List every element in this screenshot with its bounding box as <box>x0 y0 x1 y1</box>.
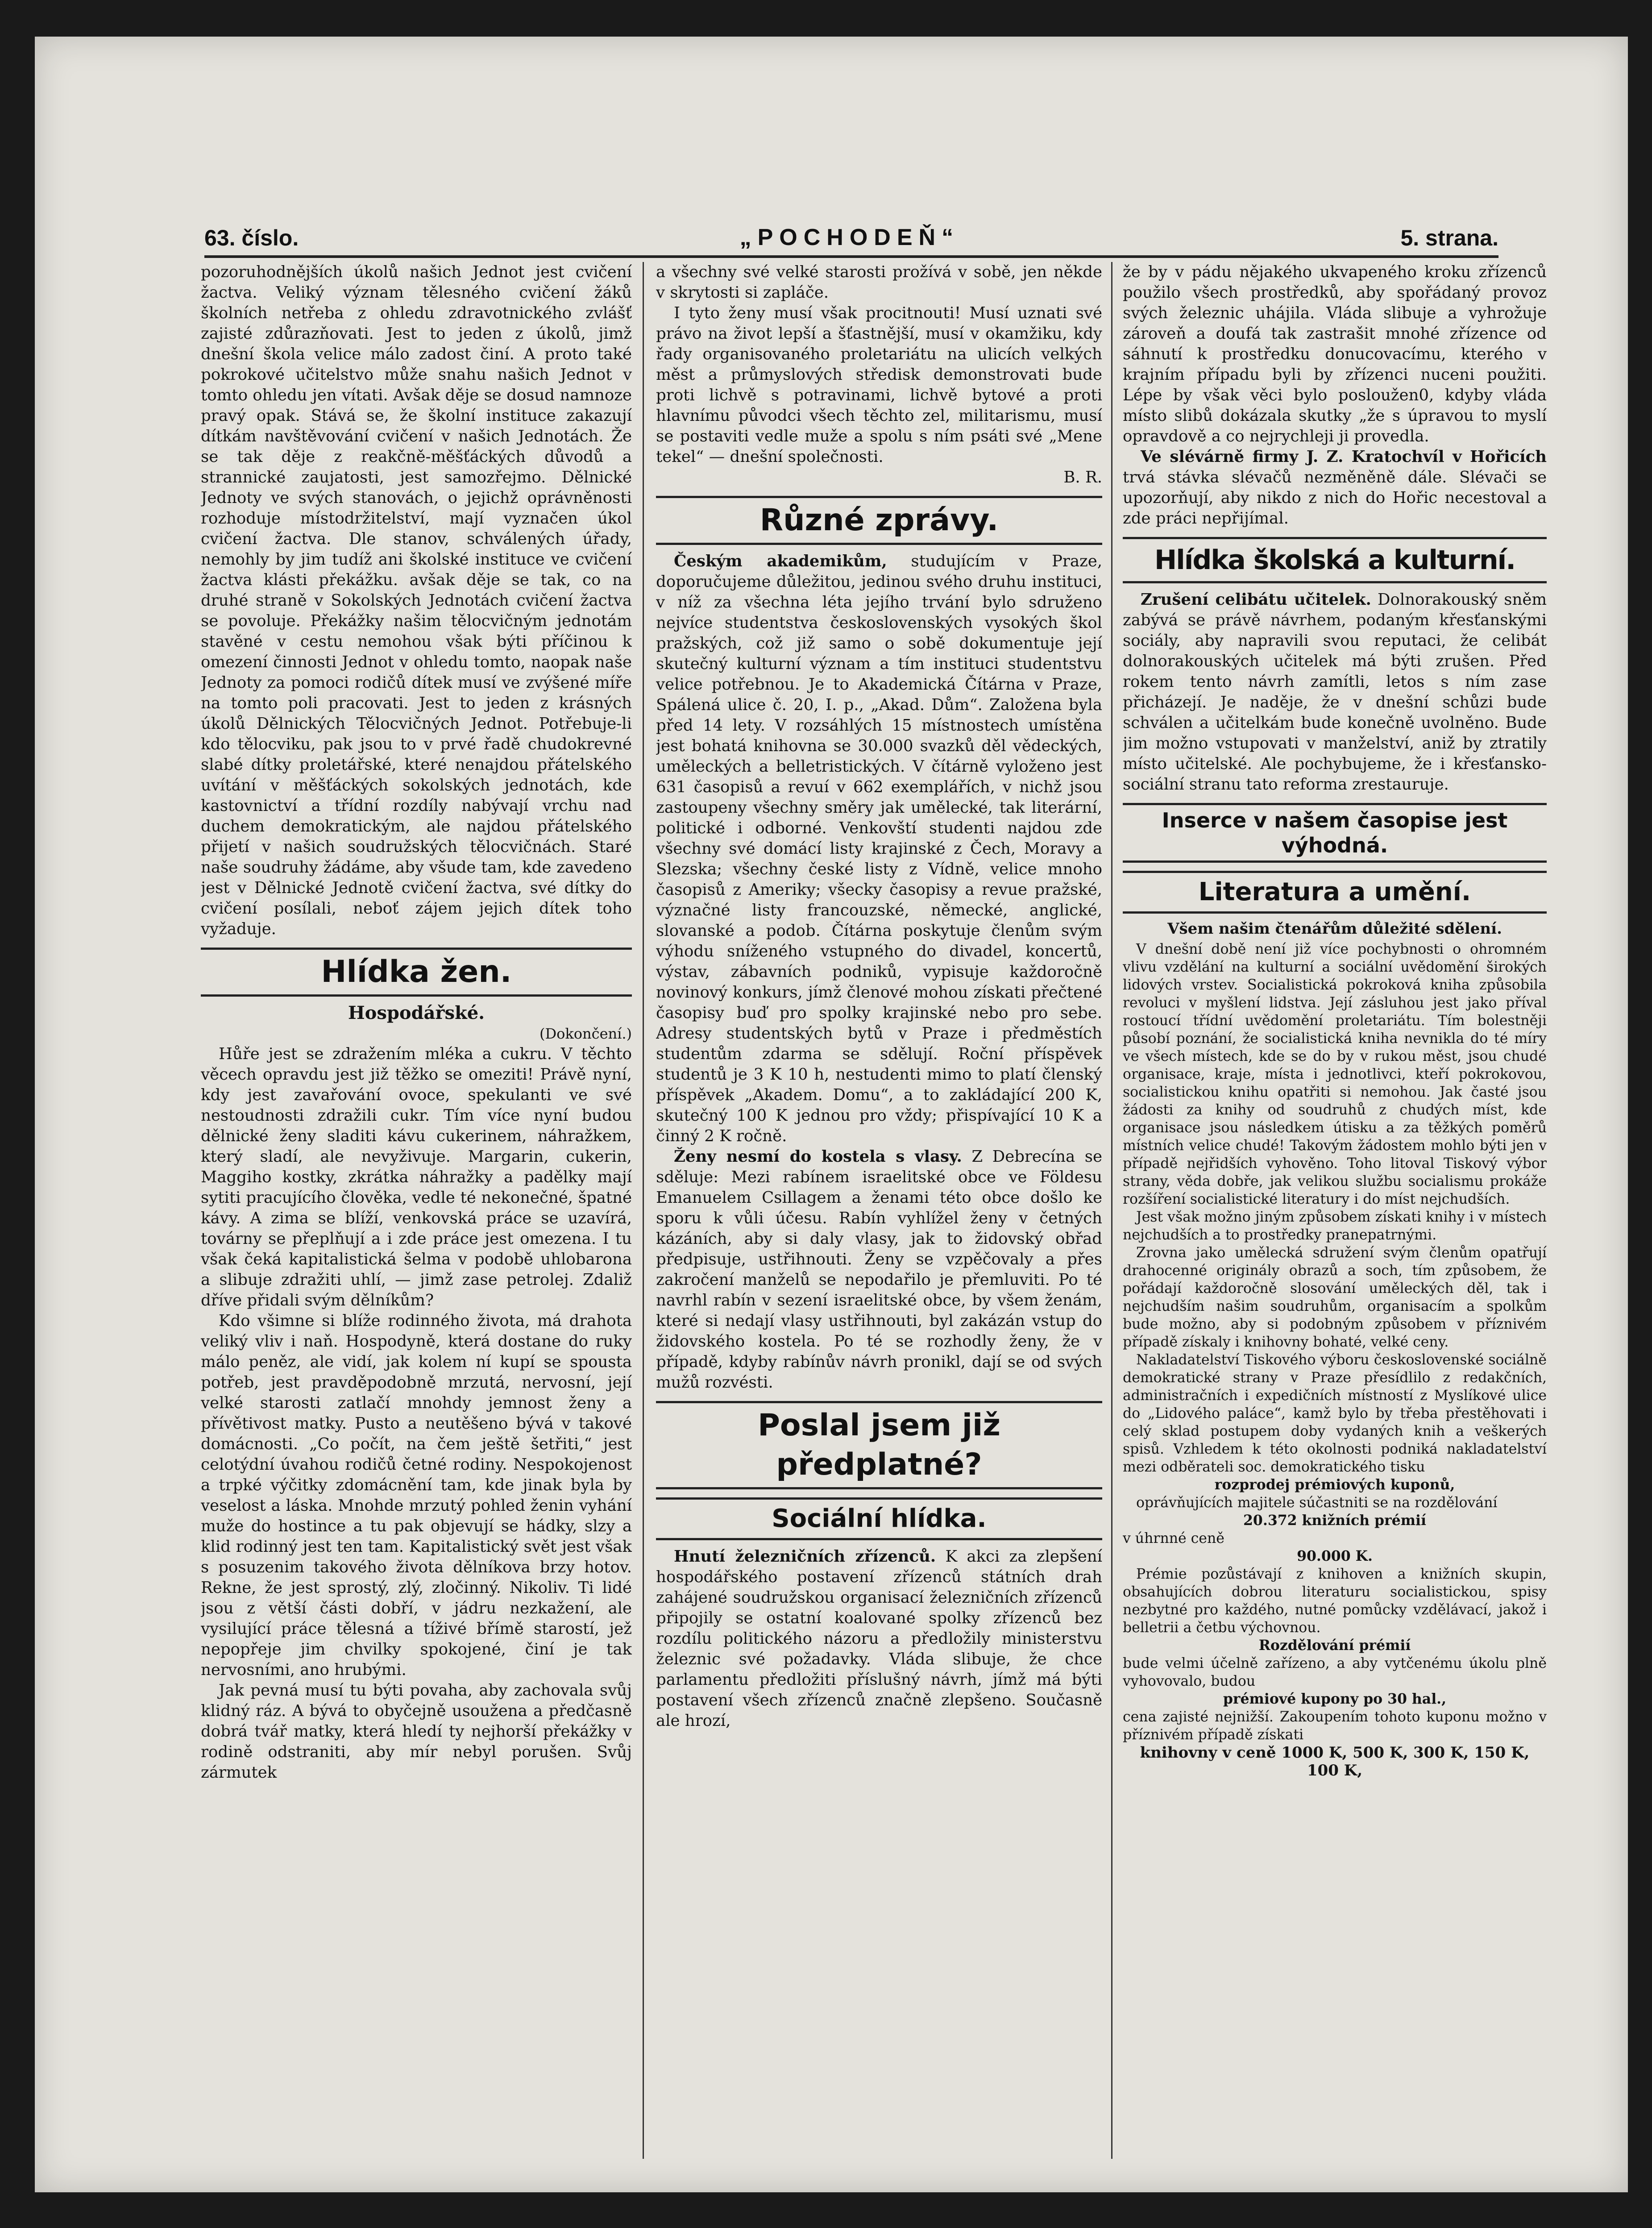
advertising-notice-box: Inserce v našem časopise jest výhodná. <box>1123 803 1547 863</box>
section-heading-socialni-hlidka: Sociální hlídka. <box>656 1497 1102 1540</box>
column-divider <box>1111 262 1112 2159</box>
announcement-highlight: 20.372 knižních prémií <box>1243 1512 1426 1529</box>
article-paragraph: I tyto ženy musí však procitnouti! Musí uznati své právo na život lepší a šťastnější, musí v okamžiku, kdy řady organisovaného proletariátu na ulicích velkých měst a průmyslových středisk demonstrovati bude proti lichvě s potravinami, lichvě bytové a proti hlavnímu původci všech těchto zel, militarismu, musí se postaviti vedle muže a spolu s ním psáti své „Mene tekel“ — dnešní společnosti. <box>656 304 1102 466</box>
news-item-text: studujícím v Praze, doporučujeme důležitou, jedinou svého druhu instituci, v níž za všechna léta jejího trvání bylo sdruženo nejvíce studentstva československých vysokých škol pražských, což již samo o sobě dokumentuje její skutečný kulturní význam a tím instituci studentstvu velice potřebnou. Je to Akademická Čítárna v Praze, Spálená ulice č. 20, I. p., „Akad. Dům“. Založena byla před 14 lety. V rozsáhlých 15 místnostech umístěna jest bohatá knihovna se 30.000 svazků děl vědeckých, uměleckých a belletristických. V čítárně vyloženo jest 631 časopisů a revuí v 662 exemplářích, v nichž jsou zastoupeny všechny směry jak umělecké, tak literární, politické i odborné. Venkovští studenti najdou zde všechny své domácí listy krajinské z Čech, Moravy a Slezska; všechny české listy z Vídně, velice mnoho časopisů z Ameriky; všecky časopisy a revue pražské, význačné listy francouzské, německé, anglické, slovanské a podob. Čítárna poskytuje členům svým výhodu sníženého vstupného do divadel, koncertů, výstav, zábavních podniků, vypisuje každoročně novinový konkurs, jímž členové mohou získati přečtené časopisy buď pro spolky krajinské nebo pro sebe. Adresy studentských bytů v Praze i předměstích studentům zdarma se sdělují. Roční příspěvek studentů je 3 K 10 h, nestudenti mimo to platí členský příspěvek „Akadem. Domu“, a to zakládající 200 K, skutečný 100 K jednou pro vždy; přispívající 10 K a činný 2 K ročně. <box>656 552 1102 1145</box>
news-item <box>1123 447 1547 529</box>
news-item-lead: Českým akademikům, <box>674 552 887 570</box>
news-item <box>656 1546 1102 1731</box>
announcement-paragraph: Nakladatelství Tiskového výboru československé sociálně demokratické strany v Praze přesídlilo z redakčních, administračních i expedičních místností z Myslíkové ulice do „Lidového paláce“, kamž bylo by třeba přestěhovati i celý sklad postupem doby vydaných knih a veškerých spisů. Vzhledem k této okolnosti podniká nakladatelství mezi odběrateli soc. demokratického tisku <box>1123 1352 1547 1475</box>
column-3 <box>1123 262 1547 2159</box>
page-header <box>204 184 1498 258</box>
announcement-paragraph: Zrovna jako umělecká sdružení svým členům opatřují drahocenné originály obrazů a soch, tím způsobem, že pořádají každoročně slosování uměleckých děl, tak i nejchudším našim soudruhům, organisacím a spolkům bude možno, aby si podobným způsobem v příznivém případě získaly i knihovny bohaté, velké ceny. <box>1123 1245 1547 1350</box>
announcement-paragraph: v úhrnné ceně <box>1123 1530 1224 1546</box>
section-heading-hlidka-zen: Hlídka žen. <box>201 948 632 997</box>
announcement-paragraph: bude velmi účelně zařízeno, a aby vytčenému úkolu plně vyhovovalo, budou <box>1123 1655 1547 1689</box>
article-title: Hospodářské. <box>348 1002 485 1023</box>
announcement-highlight: knihovny v ceně 1000 K, 500 K, 300 K, 150 K, 100 K, <box>1140 1744 1530 1779</box>
announcement-paragraph: Jest však možno jiným způsobem získati knihy i v místech nejchudších a to prostředky pranepatrnými. <box>1123 1209 1547 1243</box>
news-item-lead: Ve slévárně firmy J. Z. Kratochvíl v Hořicích <box>1141 448 1547 466</box>
newspaper-page <box>35 37 1628 2192</box>
page-number: 5. strana. <box>1400 225 1498 250</box>
announcement-highlight: rozprodej prémiových kuponů, <box>1214 1476 1455 1493</box>
news-item-lead: Hnutí železničních zřízenců. <box>674 1547 936 1566</box>
news-item-text: trvá stávka slévačů nezměněně dále. Slévači se upozorňují, aby nikdo z nich do Hořic necestoval a zde práci nepřijímal. <box>1123 468 1547 528</box>
issue-number: 63. číslo. <box>204 225 299 250</box>
news-item <box>1123 590 1547 795</box>
announcement-paragraph: Prémie pozůstávají z knihoven a knižních skupin, obsahujících dobrou literaturu socialistickou, spisy nezbytné pro každého, nutné pomůcky vzdělávací, jakož i belletrii a četbu výchovnou. <box>1123 1566 1547 1636</box>
continuation-note: (Dokončení.) <box>539 1025 632 1042</box>
news-item-text: Dolnorakouský sněm zabývá se právě návrhem, podaným křesťanskými sociály, aby napravili svou reputaci, že celibát dolnorakouských učitelek má býti zrušen. Před rokem tento návrh zamítli, letos s ním zase přicházejí. Je naděje, že v dnešní schůzi bude schválen a učitelkám bude konečně uvolněno. Bude jim možno vstupovati v manželství, aniž by ztratily místo učitelské. Ale pochybujeme, že i křesťansko-sociální stranu tato reforma zrestauruje. <box>1123 590 1547 794</box>
news-item-text: K akci za zlepšení hospodářského postavení zřízenců státních drah zahájené soudružskou organisací železničních zřízenců připojily se ostatní koalované spolky zřízenců bez rozdílu politického názoru a předložily ministerstvu železnic své požadavky. Vláda slibuje, že chce parlamentu předložiti příslušný návrh, jímž má býti postavení všech zřízenců značně zlepšeno. Současně ale hrozí, <box>656 1547 1102 1730</box>
section-heading-ruzne-zpravy: Různé zprávy. <box>656 496 1102 545</box>
announcement-highlight: 90.000 K. <box>1297 1548 1373 1564</box>
announcement-highlight: prémiové kupony po 30 hal., <box>1223 1691 1447 1707</box>
literature-announcement <box>1123 920 1547 1779</box>
author-signature: B. R. <box>1063 468 1102 486</box>
news-item <box>656 1147 1102 1393</box>
column-2 <box>656 262 1102 2159</box>
column-1 <box>201 262 632 2159</box>
news-item-lead: Ženy nesmí do kostela s vlasy. <box>674 1147 962 1166</box>
article-paragraph: Jak pevná musí tu býti povaha, aby zachovala svůj klidný ráz. A bývá to obyčejně usoužena a předčasně dobrá tvář matky, která hledí ty nejhorší překážky v rodině odstraniti, aby mír nebyl porušen. Svůj zármutek <box>201 1681 632 1782</box>
announcement-title: Všem našim čtenářům důležité sdělení. <box>1167 920 1502 938</box>
announcement-paragraph: cena zajisté nejnižší. Zakoupením tohoto kuponu možno v příznivém případě získati <box>1123 1709 1547 1743</box>
announcement-highlight: Rozdělování prémií <box>1258 1637 1411 1654</box>
news-item-lead: Zrušení celibátu učitelek. <box>1141 590 1371 609</box>
article-paragraph: že by v pádu nějakého ukvapeného kroku zřízenců použilo všech prostředků, aby spořádaný provoz svých železnic uhájila. Vláda slibuje a vyhrožuje zároveň a doufá tak zastrašit mnohé zřízence od sáhnutí k prostředku donucovacímu, kterého v krajním případu byli by zřízenci nuceni použiti. Lépe by však věci bylo posloužen0, kdyby vláda místo slibů dokázala skutky „že s úpravou to myslí opravdově a co nejrychleji ji provedla. <box>1123 263 1547 445</box>
news-item-text: Z Debrecína se sděluje: Mezi rabínem israelitské obce ve Földesu Emanuelem Csillagem a ženami této obce došlo ke sporu k vůli účesu. Rabín vyhlížel ženy v četných kázáních, aby si daly vlasy, jak to židovský obřad předpisuje, ustřihnouti. Ženy se vzpěčovaly a přes zakročení manželů se nepodařilo je přemluviti. Po té navrhl rabín v sezení israelitské obce, by všem ženám, které si nedají vlasy ustřihnouti, byl zakázán vstup do židovského kostela. Po té se rozhodly ženy, že v případě, kdyby rabínův návrh pronikl, dají se od svých mužů rozvésti. <box>656 1147 1102 1392</box>
article-paragraph: Hůře jest se zdražením mléka a cukru. V těchto věcech opravdu jest již těžko se omeziti! Právě nyní, kdy jest zavařování ovoce, spekulanti ve své nestoudnosti zdražili cukr. Tím více nyní budou dělnické ženy sladiti kávu cukerinem, náhražkem, který sladí, ale nevyživuje. Margarin, cukerin, Maggiho kostky, zkrátka náhražky a padělky mají sytiti pracujícího člověka, vedle té nekonečné, špatné kávy. A zima se blíží, venkovská práce se uzavírá, továrny se přeplňují a i zde práce jest omezena. I tu však čeká kapitalistická šelma v podobě uhlobarona a slibuje zdražiti uhlí, — jimž zase petrolej. Zdaliž dříve přidali svým dělníkům? <box>201 1045 632 1309</box>
announcement-paragraph: oprávňujících majitele súčastniti se na rozdělování <box>1136 1495 1498 1511</box>
article-paragraph: pozoruhodnějších úkolů našich Jednot jest cvičení žactva. Veliký význam tělesného cvičení žáků školních netřeba z ohledu zdravotnického zvlášť zajisté zdůrazňovati. Jest to jeden z úkolů, jimž dnešní škola velice málo zadost činí. A proto také pokrokové učitelstvo může snahu našich Jednot v tomto ohledu jen vítati. Avšak děje se dosud namnoze pravý opak. Stává se, že školní instituce zakazují dítkám navštěvování cvičení v našich Jednotách. Že se tak děje z reakčně-měšťáckých důvodů a strannické zaujatosti, jest samozřejmo. Dělnické Jednoty ve svých stanovách, o jejichž oprávněnosti rozhoduje místodržitelství, mají vyznačen úkol cvičení žactva. Dle stanov, schválených úřady, nemohly by jim tudíž ani školské instituce ve cvičení žactva klásti překážku. avšak děje se tak, co na druhé straně v Sokolských Jednotách cvičení žactva se povoluje. Překážky našim tělocvičným jednotám stavěné v cestu nemohou však býti příčinou k omezení činnosti Jednot v ohledu tomto, naopak naše Jednoty za pomoci rodičů dítek musí ve zvýšené míře na tomto poli pracovati. Jest to jeden z krásných úkolů Dělnických Tělocvičných Jednot. Potřebuje-li kdo tělocviku, pak jsou to v prvé řadě chudokrevné slabé dítky proletářské, které nenajdou přátelského uvítání v měšťáckých sokolských jednotách, kde kastovnictví a třídní rozdíly nabývají vrchu nad duchem demokratickým, ale najdou přátelského přijetí v našich soudružských tělocvičnách. Staré naše soudruhy žádáme, aby všude tam, kde zavedeno jest v Dělnické Jednotě cvičení žactva, své dítky do cvičení posílali, neboť zájem jejich dítek toho vyžaduje. <box>201 263 632 938</box>
article-paragraph: a všechny své velké starosti prožívá v sobě, jen někde v skrytosti si zapláče. <box>656 263 1102 302</box>
article-paragraph: Kdo všimne si blíže rodinného života, má drahota veliký vliv i naň. Hospodyně, která dostane do ruky málo peněz, ale vidí, jak kolem ní kupí se spousta potřeb, jest pravděpodobně mrzutá, nervosní, její velké starosti zatlačí mnohdy jemnost ženy a přívětivost matky. Pusto a neutěšeno bývá v takové domácnosti. „Co počít, na čem ještě šetřiti,“ jest celotýdní úvahou rodičů četné rodiny. Nespokojenost a trpké výčitky zdomácnění tam, kde jinak byla by veselost a láska. Mnohde mrzutý pohled ženin vyhání muže do hostince a tu pak objevují se hádky, slzy a klid rodinný jest ten tam. Kapitalistický svět jest však s posuzenim takového života dělníkova brzy hotov. Rekne, že jest sprostý, zlý, zločinný. Nikoliv. Ti lidé jsou z větší části dobří, v jádru nezkažení, ale vysilující práce tělesná a tíživé břímě starostí, jež nepopřeje jim chvilky spokojené, činí je tak nervosními, ano hrubými. <box>201 1312 632 1679</box>
announcement-paragraph: V dnešní době není již více pochybnosti o ohromném vlivu vzdělání na kulturní a sociální uvědomění širokých lidových vrstev. Socialistická pokroková kniha způsobila revoluci v myšlení lidstva. Její zásluhou jest jako příval rostoucí třídní uvědomění proletariátu. Tím bolestněji působí poznání, že socialistická kniha nevnikla do té míry ve všech místech, kde se do by v rukou měst, jsou chudé organisace, kraje, místa i jednotlivci, kteří pokrokovou, socialistickou knihu opatřiti si nemohou. Jak časté jsou žádosti za knihy od soudruhů z chudých míst, kde organisace jsou následkem útisku a za těžkých poměrů místních velice chudé! Takovým žádostem mohlo býti jen v případě nejřidších vyhověno. Toho litoval Tiskový výbor strany, věda dobře, jak velikou službu socialismu prokáže rozšíření socialistické literatury i do míst nejchudších. <box>1123 941 1547 1207</box>
section-heading-hlidka-skolska: Hlídka školská a kulturní. <box>1123 537 1547 583</box>
section-heading-literatura: Literatura a umění. <box>1123 871 1547 914</box>
newspaper-title: „POCHODEŇ“ <box>739 224 960 250</box>
column-divider <box>643 262 644 2159</box>
news-item <box>656 551 1102 1147</box>
subscription-reminder-box: Poslal jsem již předplatné? <box>656 1401 1102 1489</box>
